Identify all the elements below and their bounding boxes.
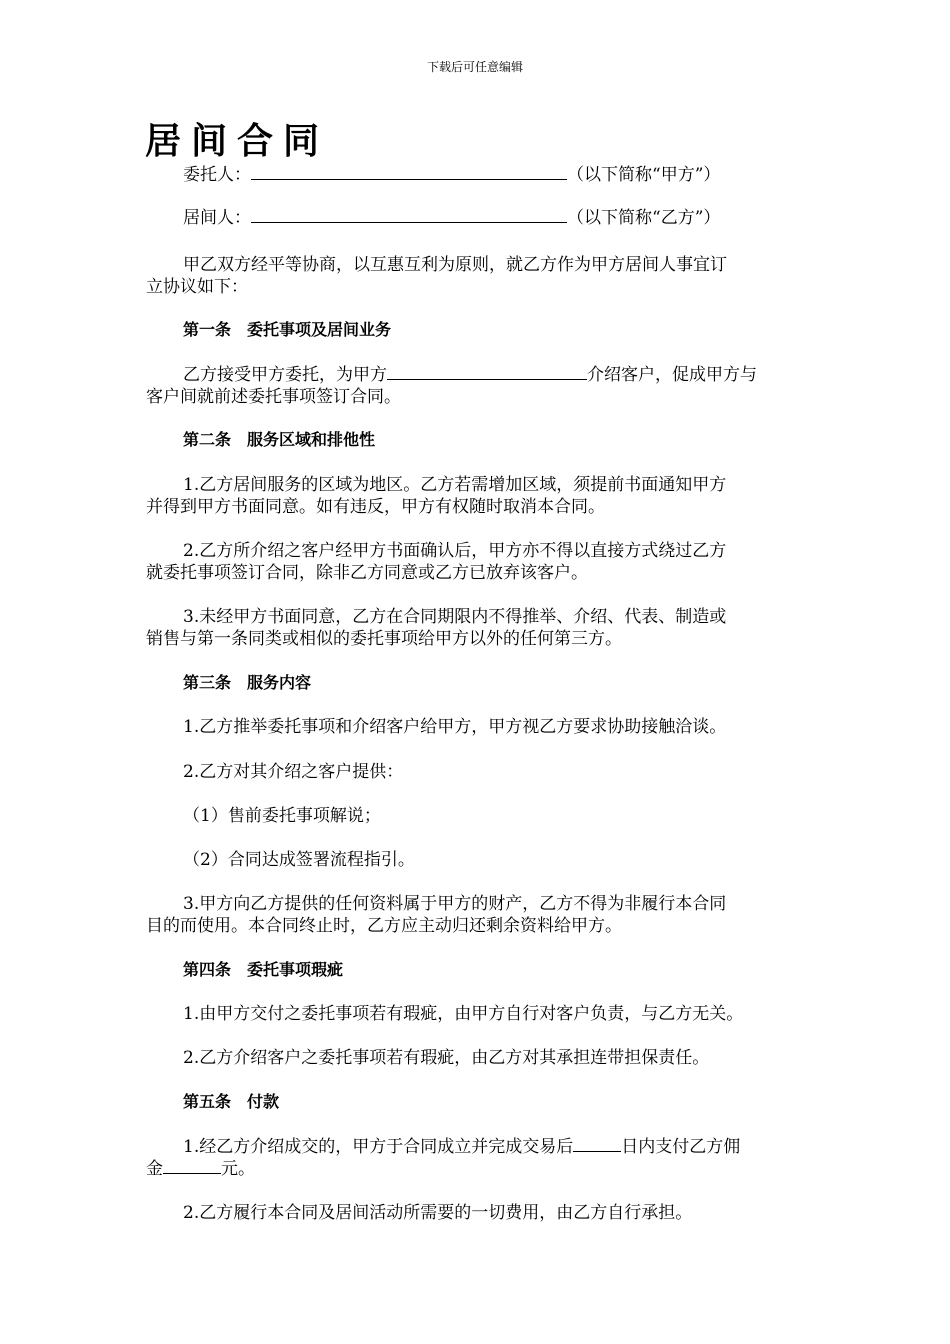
- client-label: 委托人：: [183, 165, 251, 185]
- article-1-text-a: 乙方接受甲方委托，为甲方: [183, 365, 387, 385]
- article-3-line-3: （1）售前委托事项解说；: [183, 806, 381, 826]
- article-2-line-1: 1.乙方居间服务的区域为地区。乙方若需增加区域，须提前书面通知甲方: [183, 475, 727, 495]
- intro-line-1: 甲乙双方经平等协商，以互惠互利为原则，就乙方作为甲方居间人事宜订: [183, 255, 727, 275]
- article-2-line-6: 销售与第一条同类或相似的委托事项给甲方以外的任何第三方。: [146, 629, 622, 649]
- article-5-text-d: 元。: [221, 1159, 255, 1179]
- article-5-text-b: 日内支付乙方佣: [621, 1137, 741, 1157]
- article-3-line-2: 2.乙方对其介绍之客户提供：: [183, 762, 404, 782]
- article-4-line-2: 2.乙方介绍客户之委托事项若有瑕疵，由乙方对其承担连带担保责任。: [183, 1048, 710, 1068]
- client-name-blank[interactable]: [251, 164, 567, 180]
- article-3-line-4: （2）合同达成签署流程指引。: [183, 850, 415, 870]
- broker-name-blank[interactable]: [251, 207, 567, 223]
- article-5-line-3: 2.乙方履行本合同及居间活动所需要的一切费用，由乙方自行承担。: [183, 1203, 693, 1223]
- article-2-line-2: 并得到甲方书面同意。如有违反，甲方有权随时取消本合同。: [146, 497, 605, 517]
- article-2-line-4: 就委托事项签订合同，除非乙方同意或乙方已放弃该客户。: [146, 563, 588, 583]
- broker-suffix: （以下简称“乙方”）: [567, 208, 721, 228]
- client-suffix: （以下简称“甲方”）: [567, 165, 721, 185]
- article-4-heading: 第四条 委托事项瑕疵: [183, 960, 344, 979]
- article-3-line-5: 3.甲方向乙方提供的任何资料属于甲方的财产，乙方不得为非履行本合同: [183, 894, 727, 914]
- commission-amount-blank[interactable]: [163, 1158, 221, 1174]
- article-3-heading: 第三条 服务内容: [183, 673, 312, 692]
- article-5-line-1: [183, 1136, 848, 1158]
- intro-line-2: 立协议如下：: [146, 277, 248, 297]
- broker-line: [183, 207, 848, 229]
- client-line: [183, 164, 848, 186]
- article-3-line-6: 目的而使用。本合同终止时，乙方应主动归还剩余资料给甲方。: [146, 916, 622, 936]
- article-4-line-1: 1.由甲方交付之委托事项若有瑕疵，由甲方自行对客户负责，与乙方无关。: [183, 1004, 744, 1024]
- article-2-line-3: 2.乙方所介绍之客户经甲方书面确认后，甲方亦不得以直接方式绕过乙方: [183, 541, 727, 561]
- page-title: 居间合同: [145, 121, 330, 162]
- broker-label: 居间人：: [183, 208, 251, 228]
- article-2-heading: 第二条 服务区域和排他性: [183, 430, 376, 449]
- article-5-text-a: 1.经乙方介绍成交的，甲方于合同成立并完成交易后: [183, 1137, 574, 1157]
- payment-days-blank[interactable]: [573, 1136, 621, 1152]
- article-1-line-1: [183, 364, 848, 386]
- service-item-blank[interactable]: [387, 364, 587, 380]
- page-header: 下载后可任意编辑: [426, 60, 523, 74]
- article-1-text-b: 介绍客户，促成甲方与: [587, 365, 757, 385]
- article-1-heading: 第一条 委托事项及居间业务: [183, 320, 392, 339]
- article-5-heading: 第五条 付款: [183, 1092, 280, 1111]
- article-1-line-2: 客户间就前述委托事项签订合同。: [146, 387, 401, 407]
- article-3-line-1: 1.乙方推举委托事项和介绍客户给甲方，甲方视乙方要求协助接触洽谈。: [183, 717, 727, 737]
- article-5-text-c: 金: [146, 1159, 163, 1179]
- article-5-line-2: [146, 1158, 811, 1180]
- article-2-line-5: 3.未经甲方书面同意，乙方在合同期限内不得推举、介绍、代表、制造或: [183, 607, 727, 627]
